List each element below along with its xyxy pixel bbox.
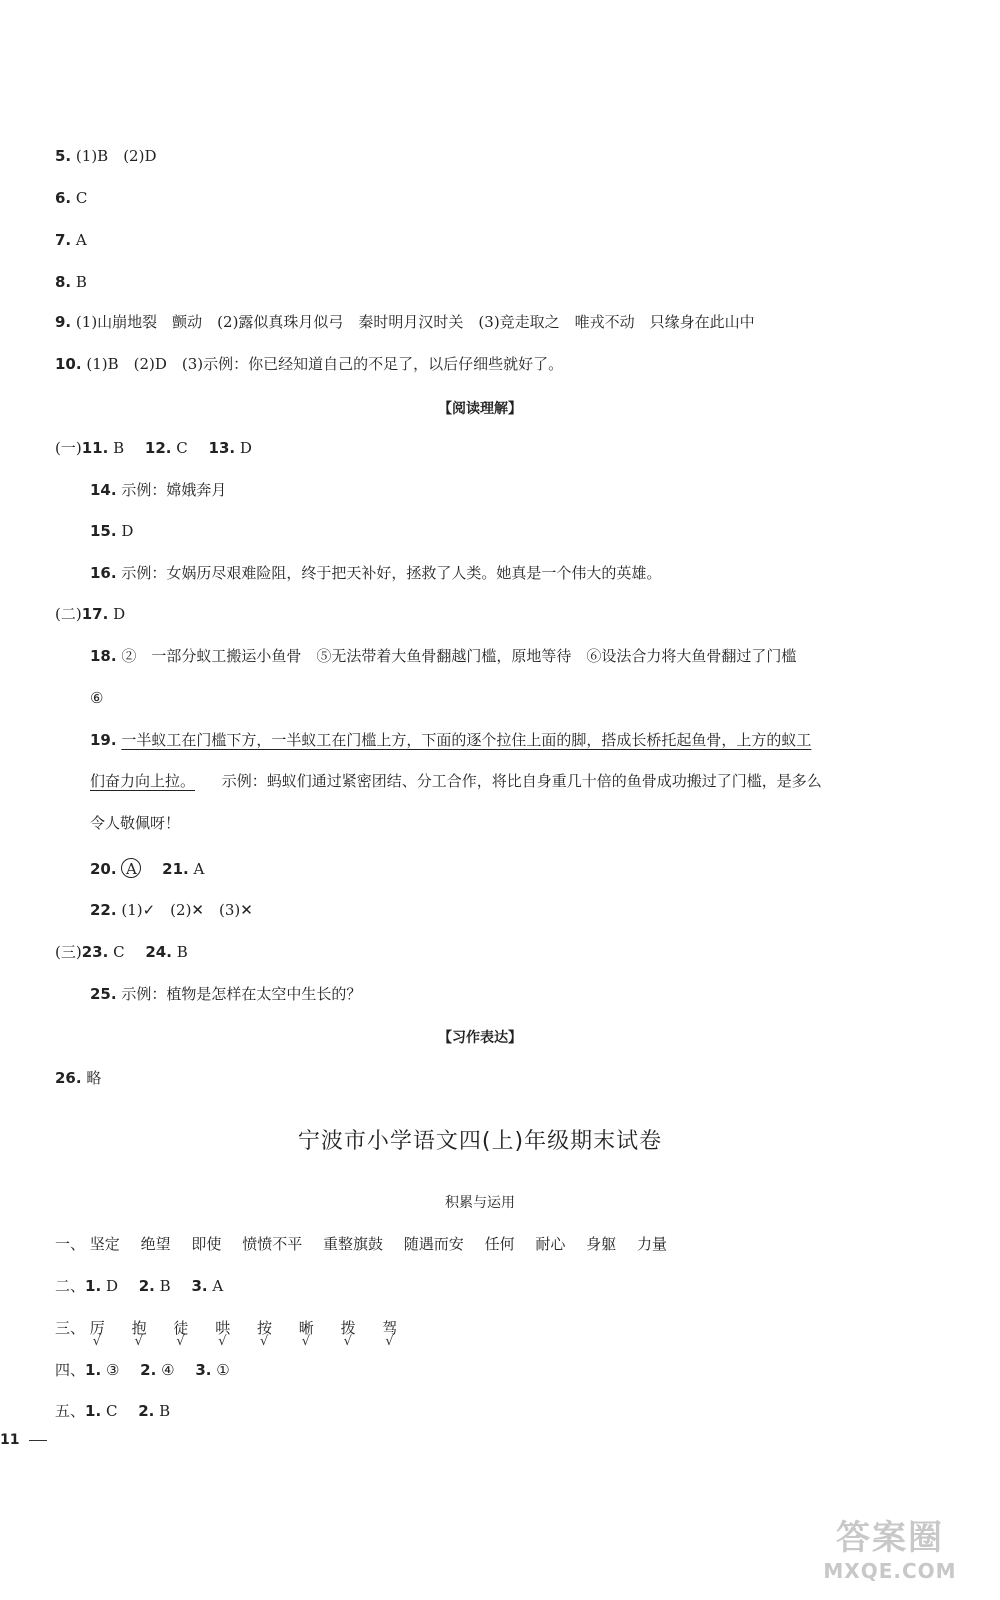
part-4: 四、1. ③ 2. ④ 3. ①: [55, 1361, 230, 1379]
part-5: 五、1. C 2. B: [55, 1402, 171, 1420]
dotted-char: 徒 √: [173, 1318, 188, 1338]
part-1: 一、 坚定 绝望 即使 愤愤不平 重整旗鼓 随遇而安 任何 耐心 身躯 力量: [55, 1235, 667, 1253]
answer-14: 14. 示例：嫦娥奔月: [90, 481, 227, 499]
section-heading-writing: 【习作表达】: [438, 1030, 522, 1046]
answer-23-24: (三)23. C 24. B: [55, 943, 188, 961]
subsection-title: 积累与运用: [445, 1195, 515, 1211]
answer-9: 9. (1)山崩地裂 颤动 (2)露似真珠月似弓 秦时明月汉时关 (3)竞走取之 唯戎不动 只缘身在此山中: [55, 313, 755, 331]
answer-11-13: (一)11. B 12. C 13. D: [55, 439, 252, 457]
watermark-logo: 答案圈 MXQE.COM: [823, 1518, 957, 1583]
answer-19: 19. 一半蚁工在门槛下方，一半蚁工在门槛上方，下面的逐个拉住上面的脚，搭成长桥托起鱼骨，上方的蚁工: [90, 731, 812, 749]
circled-answer: A: [121, 858, 141, 878]
answer-18: 18. ② 一部分蚁工搬运小鱼骨 ⑤无法带着大鱼骨翻越门槛，原地等待 ⑥设法合力将大鱼骨翻过了门槛: [90, 647, 797, 665]
answer-15: 15. D: [90, 522, 134, 540]
dotted-char: 拨 √: [341, 1318, 356, 1338]
answer-20-21: 20. A 21. A: [90, 860, 205, 878]
dotted-char: 抱 √: [132, 1318, 147, 1338]
answer-18-cont: ⑥: [90, 689, 104, 707]
answer-8: 8. B: [55, 273, 87, 291]
answer-5: 5. (1)B (2)D: [55, 147, 157, 165]
footer-dash: [29, 1440, 47, 1441]
section-heading-reading: 【阅读理解】: [438, 401, 522, 417]
answer-26: 26. 略: [55, 1069, 102, 1087]
exam-title: 宁波市小学语文四(上)年级期末试卷: [297, 1129, 663, 1154]
answer-6: 6. C: [55, 189, 88, 207]
answer-19-end: 令人敬佩呀！: [90, 814, 181, 832]
page-number: 11: [0, 1432, 47, 1448]
dotted-char: 按 √: [257, 1318, 272, 1338]
answer-16: 16. 示例：女娲历尽艰难险阻，终于把天补好，拯救了人类。她真是一个伟大的英雄。: [90, 564, 662, 582]
dotted-char: 哄 √: [215, 1318, 230, 1338]
part-3: 三、 厉 √ 抱 √ 徒 √ 哄 √ 按 √ 晰 √ 拨 √ 驾 √: [55, 1318, 419, 1338]
answer-25: 25. 示例：植物是怎样在太空中生长的？: [90, 985, 362, 1003]
answer-10: 10. (1)B (2)D (3)示例：你已经知道自己的不足了，以后仔细些就好了。: [55, 355, 564, 373]
dotted-char: 厉 √: [90, 1318, 105, 1338]
answer-7: 7. A: [55, 231, 87, 249]
dotted-char: 驾 √: [382, 1318, 397, 1338]
answer-17: (二)17. D: [55, 605, 126, 623]
part-2: 二、1. D 2. B 3. A: [55, 1277, 224, 1295]
answer-22: 22. (1)✓ (2)✕ (3)✕: [90, 901, 253, 919]
answer-19-cont: 们奋力向上拉。 示例：蚂蚁们通过紧密团结、分工合作，将比自身重几十倍的鱼骨成功搬过了门槛，是多么: [90, 772, 822, 790]
dotted-char: 晰 √: [299, 1318, 314, 1338]
